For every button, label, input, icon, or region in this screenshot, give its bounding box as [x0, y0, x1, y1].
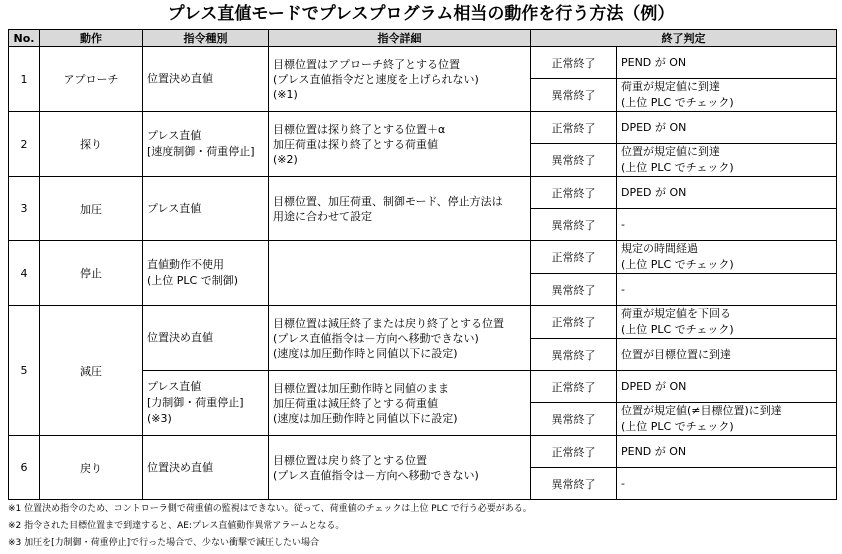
table-row: [9, 306, 837, 339]
row-action: 加圧: [40, 177, 143, 241]
end-status: 異常終了: [531, 468, 617, 500]
end-condition: [617, 436, 837, 468]
text-line: 目標位置は戻り終了とする位置: [273, 453, 427, 467]
end-condition: [617, 47, 837, 79]
command-detail-cell: [269, 112, 531, 177]
command-type-cell: [143, 436, 269, 500]
end-status: 正常終了: [531, 241, 617, 274]
command-detail-cell: [269, 306, 531, 371]
end-condition: [617, 112, 837, 144]
end-status: 異常終了: [531, 339, 617, 371]
text-line: DPED が ON: [621, 185, 687, 199]
text-line: 位置決め直値: [147, 460, 213, 474]
text-line: (プレス直値指令は－方向へ移動できない): [273, 468, 479, 482]
header-no: No.: [9, 30, 40, 47]
footnote: ※1 位置決め指令のため、コントローラ側で荷重値の監視はできない。従って、荷重値のチェックは上位 PLC で行う必要がある。: [8, 504, 532, 514]
row-number: 2: [9, 112, 40, 177]
command-type-cell: [143, 177, 269, 241]
text-line: -: [621, 282, 625, 296]
header-action: 動作: [40, 30, 143, 47]
text-line: -: [621, 217, 625, 231]
row-number: 3: [9, 177, 40, 241]
command-detail-cell: [269, 436, 531, 500]
end-status: 正常終了: [531, 47, 617, 79]
text-line: 位置が規定値(≠目標位置)に到達: [621, 404, 782, 417]
page-title: プレス直値モードでプレスプログラム相当の動作を行う方法（例）: [167, 4, 675, 24]
end-condition: [617, 241, 837, 274]
text-line: (※3): [147, 412, 172, 425]
text-line: (上位 PLC でチェック): [621, 161, 734, 174]
row-number: 6: [9, 436, 40, 500]
text-line: 用途に合わせて設定: [273, 209, 372, 223]
text-line: 目標位置はアプローチ終了とする位置: [273, 57, 460, 71]
end-condition: [617, 403, 837, 436]
table-row: [9, 112, 837, 144]
table-row: [9, 177, 837, 209]
row-action: アプローチ: [40, 47, 143, 112]
text-line: (速度は加圧動作時と同値以下に設定): [273, 346, 458, 360]
end-condition: [617, 177, 837, 209]
text-line: 位置決め直値: [147, 331, 213, 344]
text-line: [速度制御・荷重停止]: [147, 145, 255, 158]
text-line: (上位 PLC でチェック): [621, 323, 734, 336]
end-status: 正常終了: [531, 371, 617, 403]
row-number: 4: [9, 241, 40, 306]
row-action: 停止: [40, 241, 143, 306]
command-type-cell: [143, 112, 269, 177]
end-condition: [617, 371, 837, 403]
text-line: (プレス直値指令だと速度を上げられない): [273, 72, 479, 86]
command-detail-cell: [269, 241, 531, 306]
row-action: 探り: [40, 112, 143, 177]
row-action: 減圧: [40, 306, 143, 436]
text-line: プレス直値: [147, 201, 202, 215]
end-condition: [617, 79, 837, 112]
text-line: 目標位置は減圧終了または戻り終了とする位置: [273, 316, 504, 330]
text-line: 直値動作不使用: [147, 258, 224, 271]
text-line: 荷重が規定値を下回る: [621, 307, 731, 320]
command-detail-cell: [269, 177, 531, 241]
command-type-cell: [143, 306, 269, 371]
row-number: 1: [9, 47, 40, 112]
end-condition: [617, 144, 837, 177]
text-line: 位置が目標位置に到達: [621, 347, 731, 361]
text-line: (※2): [273, 152, 298, 166]
text-line: (上位 PLC でチェック): [621, 96, 734, 109]
header-cmd-type: 指令種別: [143, 30, 269, 47]
method-table: [8, 29, 837, 500]
row-number: 5: [9, 306, 40, 436]
footnotes: [8, 501, 532, 552]
text-line: プレス直値: [147, 129, 202, 142]
end-condition: [617, 209, 837, 241]
footnote: ※3 加圧を[力制御・荷重停止]で行った場合で、少ない衝撃で減圧したい場合: [8, 538, 319, 548]
end-status: 異常終了: [531, 144, 617, 177]
table-row: [9, 47, 837, 79]
end-status: 異常終了: [531, 274, 617, 306]
text-line: (速度は加圧動作時と同値以下に設定): [273, 411, 458, 425]
table-row: [9, 436, 837, 468]
end-condition: [617, 468, 837, 500]
table-body: [9, 47, 837, 500]
text-line: DPED が ON: [621, 379, 687, 393]
text-line: 目標位置は加圧動作時と同値のまま: [273, 381, 449, 395]
text-line: PEND が ON: [621, 55, 687, 69]
command-detail-cell: [269, 47, 531, 112]
command-detail-cell: [269, 371, 531, 436]
text-line: 加圧荷重は減圧終了とする荷重値: [273, 396, 438, 410]
header-cmd-detail: 指令詳細: [269, 30, 531, 47]
end-status: 正常終了: [531, 306, 617, 339]
text-line: [力制御・荷重停止]: [147, 396, 244, 409]
text-line: (プレス直値指令は－方向へ移動できない): [273, 331, 479, 345]
text-line: 目標位置は探り終了とする位置＋α: [273, 122, 446, 136]
command-type-cell: [143, 241, 269, 306]
text-line: (上位 PLC で制御): [147, 274, 239, 287]
end-condition: [617, 339, 837, 371]
text-line: DPED が ON: [621, 120, 687, 134]
end-status: 正常終了: [531, 177, 617, 209]
end-status: 異常終了: [531, 79, 617, 112]
text-line: -: [621, 476, 625, 490]
end-status: 正常終了: [531, 436, 617, 468]
header-end-judge: 終了判定: [531, 30, 837, 47]
command-type-cell: [143, 371, 269, 436]
text-line: 加圧荷重は探り終了とする荷重値: [273, 137, 438, 151]
text-line: 荷重が規定値に到達: [621, 80, 720, 93]
row-action: 戻り: [40, 436, 143, 500]
text-line: 位置決め直値: [147, 72, 213, 85]
end-status: 正常終了: [531, 112, 617, 144]
text-line: (上位 PLC でチェック): [621, 258, 734, 271]
header-row: [9, 30, 837, 47]
end-status: 異常終了: [531, 403, 617, 436]
text-line: 目標位置、加圧荷重、制御モード、停止方法は: [273, 194, 503, 208]
end-condition: [617, 306, 837, 339]
text-line: 規定の時間経過: [621, 242, 698, 255]
end-condition: [617, 274, 837, 306]
text-line: PEND が ON: [621, 444, 687, 458]
table-row: [9, 241, 837, 274]
footnote: ※2 指令された目標位置まで到達すると、AE:プレス直値動作異常アラームとなる。: [8, 521, 345, 531]
text-line: 位置が規定値に到達: [621, 145, 720, 158]
text-line: (※1): [273, 87, 298, 101]
text-line: (上位 PLC でチェック): [621, 420, 734, 433]
command-type-cell: [143, 47, 269, 112]
text-line: プレス直値: [147, 380, 202, 393]
end-status: 異常終了: [531, 209, 617, 241]
